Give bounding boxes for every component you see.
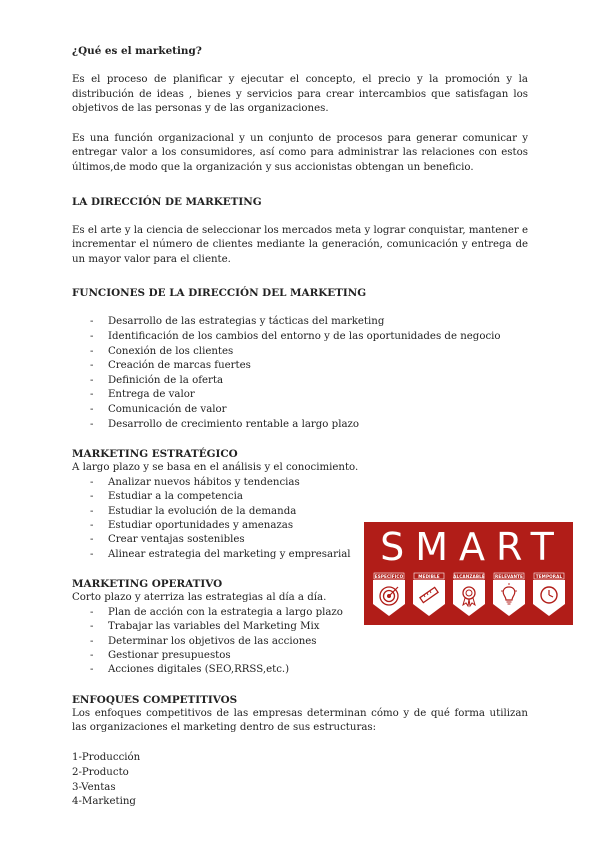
- heading-funciones: FUNCIONES DE LA DIRECCIÓN DEL MARKETING: [72, 287, 367, 300]
- paragraph-definition-2: Es una función organizacional y un conjunto de procesos para generar comunicar y entregar valor a los consumidores, así como para administrar las relaciones con estos últimos,de modo que la organización y sus accionistas obtengan un beneficio.: [72, 132, 528, 173]
- list-item: - Estudiar la evolución de la demanda: [72, 505, 528, 519]
- list-item: - Crear ventajas sostenibles: [72, 533, 528, 547]
- list-item: - Estudiar oportunidades y amenazas: [72, 519, 528, 533]
- list-item: - Definición de la oferta: [72, 374, 528, 389]
- list-item: - Acciones digitales (SEO,RRSS,etc.): [72, 663, 528, 677]
- list-enfoques: [72, 751, 528, 810]
- heading-estrategico: MARKETING ESTRATÉGICO: [72, 448, 238, 461]
- paragraph-estrategico-intro: A largo plazo y se basa en el análisis y el conocimiento.: [72, 462, 359, 474]
- list-item: - Desarrollo de crecimiento rentable a largo plazo: [72, 418, 528, 433]
- smart-title: SMART: [380, 525, 565, 569]
- smart-card-especifico: [372, 572, 406, 616]
- smart-badge: [364, 522, 573, 625]
- card-label: MEDIBLE: [418, 574, 440, 579]
- smart-cards: [372, 572, 566, 618]
- list-item: - Analizar nuevos hábitos y tendencias: [72, 476, 528, 490]
- smart-card-temporal: [532, 572, 566, 616]
- card-label: TEMPORAL: [535, 574, 563, 579]
- list-item: - Determinar los objetivos de las acciones: [72, 635, 528, 649]
- list-item: 1-Producción: [72, 751, 141, 763]
- list-item: - Plan de acción con la estrategia a largo plazo: [72, 606, 528, 620]
- heading-que-es-marketing: ¿Qué es el marketing?: [72, 45, 202, 57]
- list-item: 4-Marketing: [72, 796, 136, 808]
- smart-card-alcanzable: [452, 572, 486, 616]
- card-label: RELEVANTE: [495, 574, 523, 579]
- list-item: - Creación de marcas fuertes: [72, 359, 528, 374]
- paragraph-enfoques: Los enfoques competitivos de las empresas determinan cómo y de qué forma utilizan las organizaciones el marketing dentro de sus estructuras:: [72, 707, 528, 734]
- list-item: - Alinear estrategia del marketing y empresarial: [72, 548, 528, 562]
- paragraph-direccion: Es el arte y la ciencia de seleccionar los mercados meta y lograr conquistar, mantener e incrementar el número de clientes mediante la generación, comunicación y entrega de un mayor valor para el cliente.: [72, 224, 528, 265]
- list-item: - Gestionar presupuestos: [72, 649, 528, 663]
- heading-operativo: MARKETING OPERATIVO: [72, 578, 223, 591]
- list-item: - Comunicación de valor: [72, 403, 528, 418]
- list-item: - Desarrollo de las estrategias y tácticas del marketing: [72, 315, 528, 330]
- list-item: - Entrega de valor: [72, 388, 528, 403]
- list-item: 2-Producto: [72, 766, 129, 778]
- card-label: ESPECÍFICO: [374, 574, 404, 579]
- paragraph-operativo-intro: Corto plazo y aterriza las estrategias al día a día.: [72, 592, 327, 604]
- heading-direccion: LA DIRECCIÓN DE MARKETING: [72, 195, 262, 208]
- card-label: ALCANZABLE: [453, 574, 485, 579]
- list-item: 3-Ventas: [72, 781, 116, 793]
- list-item: - Trabajar las variables del Marketing Mix: [72, 620, 528, 634]
- list-item: - Conexión de los clientes: [72, 345, 528, 360]
- heading-enfoques: ENFOQUES COMPETITIVOS: [72, 693, 238, 706]
- smart-card-relevante: [492, 572, 526, 616]
- list-funciones: [72, 315, 528, 432]
- list-item: - Identificación de los cambios del entorno y de las oportunidades de negocio: [72, 330, 528, 345]
- paragraph-definition-1: Es el proceso de planificar y ejecutar el concepto, el precio y la promoción y la distribución de ideas , bienes y servicios para crear intercambios que satisfagan los objetivos de las personas y de las organizaciones.: [72, 74, 528, 115]
- document-page: [72, 44, 528, 810]
- list-item: - Estudiar a la competencia: [72, 490, 528, 504]
- smart-card-medible: [412, 572, 446, 616]
